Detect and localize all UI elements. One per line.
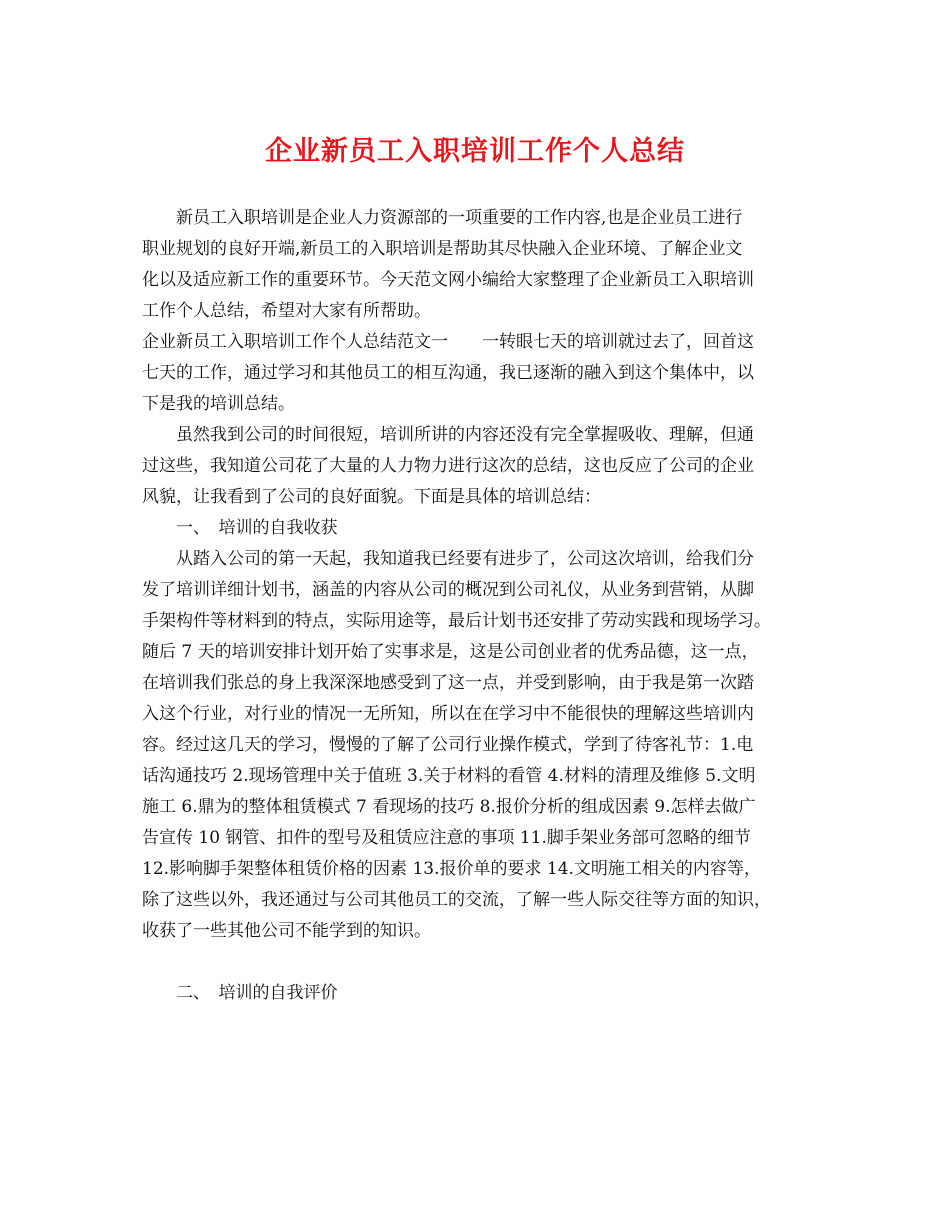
body-line: 手架构件等材料到的特点，实际用途等，最后计划书还安排了劳动实践和现场学习。 <box>142 611 771 631</box>
body-line: 工作个人总结，希望对大家有所帮助。 <box>142 301 431 321</box>
body-line: 除了这些以外，我还通过与公司其他员工的交流，了解一些人际交往等方面的知识， <box>142 890 771 910</box>
body-line: 发了培训详细计划书，涵盖的内容从公司的概况到公司礼仪，从业务到营销，从脚 <box>142 580 754 600</box>
body-line: 12.影响脚手架整体租赁价格的因素 13.报价单的要求 14.文明施工相关的内容等， <box>142 859 761 879</box>
body-line: 入这个行业，对行业的情况一无所知，所以在在学习中不能很快的理解这些培训内 <box>142 704 754 724</box>
body-line: 化以及适应新工作的重要环节。今天范文网小编给大家整理了企业新员工入职培训 <box>142 270 754 290</box>
body-line: 职业规划的良好开端,新员工的入职培训是帮助其尽快融入企业环境、了解企业文 <box>142 239 743 259</box>
body-line: 过这些，我知道公司花了大量的人力物力进行这次的总结，这也反应了公司的企业 <box>142 456 754 476</box>
body-line: 七天的工作，通过学习和其他员工的相互沟通，我已逐渐的融入到这个集体中，以 <box>142 363 754 383</box>
body-line: 虽然我到公司的时间很短，培训所讲的内容还没有完全掌握吸收、理解，但通 <box>142 425 754 445</box>
body-line: 在培训我们张总的身上我深深地感受到了这一点，并受到影响，由于我是第一次踏 <box>142 673 754 693</box>
body-line: 风貌，让我看到了公司的良好面貌。下面是具体的培训总结： <box>142 487 601 507</box>
body-line: 收获了一些其他公司不能学到的知识。 <box>142 921 431 941</box>
body-line: 从踏入公司的第一天起，我知道我已经要有进步了，公司这次培训，给我们分 <box>142 549 754 569</box>
body-line: 下是我的培训总结。 <box>142 394 295 414</box>
section-heading: 一、 培训的自我收获 <box>142 518 338 538</box>
body-line: 告宣传 10 钢管、扣件的型号及租赁应注意的事项 11.脚手架业务部可忽略的细节 <box>142 828 751 848</box>
blank-line <box>142 947 822 978</box>
body-line: 随后 7 天的培训安排计划开始了实事求是，这是公司创业者的优秀品德，这一点， <box>142 642 759 662</box>
body-line: 施工 6.鼎为的整体租赁模式 7 看现场的技巧 8.报价分析的组成因素 9.怎样去做广 <box>142 797 756 817</box>
document-body <box>142 203 822 1009</box>
document-title: 企业新员工入职培训工作个人总结 <box>265 136 685 167</box>
body-line: 企业新员工入职培训工作个人总结范文一 一转眼七天的培训就过去了，回首这 <box>142 332 754 352</box>
section-heading: 二、 培训的自我评价 <box>142 983 338 1003</box>
body-line: 容。经过这几天的学习，慢慢的了解了公司行业操作模式，学到了待客礼节：1.电 <box>142 735 754 755</box>
body-line: 话沟通技巧 2.现场管理中关于值班 3.关于材料的看管 4.材料的清理及维修 5.文明 <box>142 766 756 786</box>
body-line: 新员工入职培训是企业人力资源部的一项重要的工作内容,也是企业员工进行 <box>142 208 743 228</box>
